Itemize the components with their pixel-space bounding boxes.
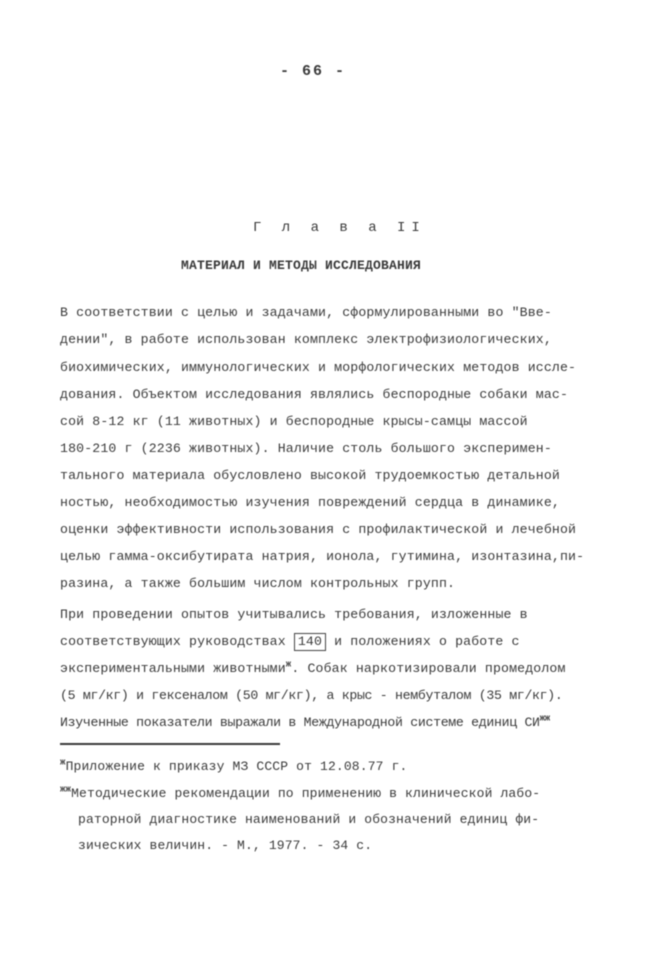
paragraph-1-line: сой 8-12 кг (11 животных) и беспородные крысы-самцы массой xyxy=(60,414,528,429)
paragraph-1-line: ностью, необходимостью изучения повреждений сердца в динамике, xyxy=(60,495,560,510)
paragraph-1-line: разина, а также большим числом контрольных групп. xyxy=(60,576,456,591)
footnote-2 xyxy=(60,785,540,803)
footnote-marker: жж xyxy=(60,784,72,795)
footnote-text: Методические рекомендации по применению в клинической лабо- xyxy=(71,786,541,801)
paragraph-2-text: соответствующих руководствах xyxy=(60,634,294,649)
paragraph-2-line: (5 мг/кг) и гексеналом (50 мг/кг), а крыс - нембуталом (35 мг/кг). xyxy=(60,688,563,703)
paragraph-2-text: . Собак наркотизировали промедолом xyxy=(291,661,566,676)
paragraph-1-line: дования. Объектом исследования являлись беспородные собаки мас- xyxy=(60,387,569,402)
section-title: МАТЕРИАЛ И МЕТОДЫ ИССЛЕДОВАНИЯ xyxy=(181,258,422,273)
footnote-divider xyxy=(60,743,280,745)
paragraph-2-text: Изученные показатели выражали в Международной системе единиц СИ xyxy=(60,715,540,730)
paragraph-2-line xyxy=(60,714,550,732)
footnote-marker: ж xyxy=(285,659,292,670)
paragraph-1-line: целью гамма-оксибутирата натрия, ионола, гутимина, изонтазина,пи- xyxy=(60,549,585,564)
paragraph-2-line xyxy=(60,633,520,651)
footnote-text: Приложение к приказу МЗ СССР от 12.08.77 г. xyxy=(65,759,408,774)
paragraph-2-text: и положениях о работе с xyxy=(326,634,520,649)
paragraph-1-line: тального материала обусловлено высокой трудоемкостью детальной xyxy=(60,468,560,483)
footnote-2-line: зических величин. - М., 1977. - 34 с. xyxy=(78,838,373,853)
footnote-marker: ж xyxy=(60,757,66,768)
footnote-marker: жж xyxy=(539,713,550,724)
paragraph-1-line: оценки эффективности использования с профилактической и лечебной xyxy=(60,522,577,537)
citation-reference: 140 xyxy=(294,633,326,651)
chapter-heading: Г л а в а II xyxy=(253,220,426,236)
footnote-1 xyxy=(60,758,407,776)
footnote-2-line: раторной диагностике наименований и обозначений единиц фи- xyxy=(78,812,540,827)
paragraph-1-line: дении", в работе использован комплекс электрофизиологических, xyxy=(60,332,552,347)
paragraph-1-line: В соответствии с целью и задачами, сформулированными во "Вве- xyxy=(60,305,552,320)
paragraph-2-line: При проведении опытов учитывались требования, изложенные в xyxy=(60,607,528,622)
paragraph-2-text: экспериментальными животными xyxy=(60,661,286,676)
paragraph-1-line: 180-210 г (2236 животных). Наличие столь большого эксперимен- xyxy=(60,441,552,456)
paragraph-2-line xyxy=(60,660,566,678)
paragraph-1-line: биохимических, иммунологических и морфологических методов иссле- xyxy=(60,360,577,375)
page-number: - 66 - xyxy=(280,63,347,80)
